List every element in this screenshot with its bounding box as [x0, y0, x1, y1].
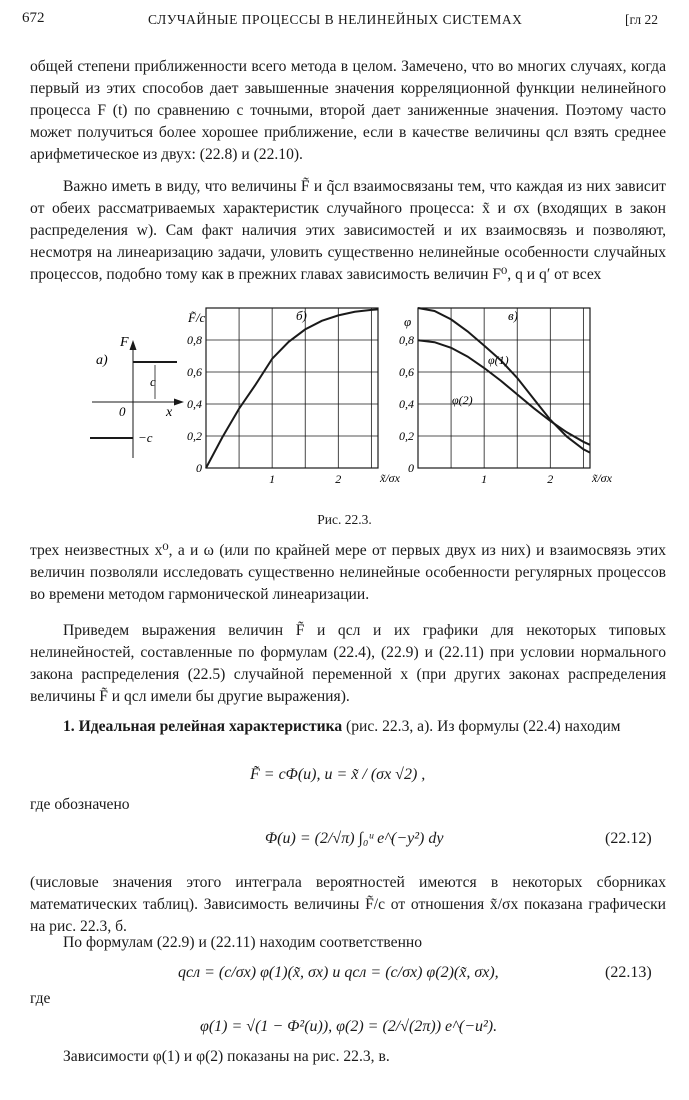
- figure-22-3: [0, 306, 689, 506]
- x-tick-label: 2: [547, 472, 554, 486]
- panel-a-y-label: F: [120, 335, 129, 350]
- y-tick-label: 0,6: [399, 365, 414, 379]
- formula-F-tilde: F̃ = cΦ(u), u = x̃ / (σx √2) ,: [250, 766, 426, 783]
- panel-label: в): [508, 308, 518, 323]
- series-label: φ(1): [488, 353, 509, 367]
- y-tick-label: 0,2: [399, 429, 414, 443]
- formula-phi: φ(1) = √(1 − Φ²(u)), φ(2) = (2/√(2π)) e^(−u²).: [200, 1018, 498, 1035]
- panel-c-chart: [399, 308, 613, 486]
- series-label: φ(2): [452, 393, 473, 407]
- formula-Phi: Φ(u) = (2/√π) ∫₀ᵘ e^(−y²) dy: [265, 830, 444, 847]
- paragraph-2: Важно иметь в виду, что величины F̃ и q̃сл взаимосвязаны тем, что каждая из них зависит от обеих рассматриваемых характеристик случайного процесса: x̃ и σx (входящих в закон распределения w). Сам факт наличия этих зависимостей и их взаимосвязь и позволяют, несмотря на линеаризацию задачи, уловить существенно нелинейные особенности случайных процессов, подобно тому как в прежних главах зависимость величин F⁰, q и q′ от всех: [30, 178, 666, 283]
- figure-caption: Рис. 22.3.: [317, 512, 372, 527]
- y-axis-label: φ: [404, 314, 412, 329]
- panel-a-x-arrow: [174, 399, 184, 406]
- paragraph-6: (числовые значения этого интеграла вероятностей имеются в некоторых сборниках математических таблиц). Зависимость величины F̃/c от отношения x̃/σx показана графически на рис. 22.3, б.: [30, 874, 666, 935]
- paragraph-8: Зависимости φ(1) и φ(2) показаны на рис. 22.3, в.: [63, 1048, 390, 1065]
- label-where: где: [30, 990, 51, 1007]
- series-line: [206, 309, 378, 468]
- panel-a-x-label: x: [166, 405, 173, 420]
- y-tick-label: 0,2: [187, 429, 202, 443]
- panel-a-y-arrow: [130, 340, 137, 350]
- panel-b-chart: [187, 308, 401, 486]
- y-tick-label: 0,8: [187, 333, 202, 347]
- y-tick-label: 0,8: [399, 333, 414, 347]
- paragraph-7: По формулам (22.9) и (22.11) находим соответственно: [63, 934, 423, 951]
- page-number: 672: [22, 10, 45, 26]
- panel-a-minus-c-label: −c: [138, 430, 153, 445]
- y-tick-label: 0,4: [187, 397, 202, 411]
- chart-frame: [418, 308, 590, 468]
- y-axis-label: F̃/c: [188, 310, 206, 325]
- paragraph-1: общей степени приближенности всего метода в целом. Замечено, что во многих случаях, когда первый из этих способов дает завышенные значения корреляционной функции нелинейного процесса F (t) по сравнению с точными, второй дает заниженные значения. Поэтому часто может получиться более хорошее приближение, если в качестве величины qсл взять среднее арифметическое из двух: (22.8) и (22.10).: [30, 58, 666, 163]
- x-axis-label: x̃/σx: [592, 471, 612, 485]
- chart-frame: [206, 308, 378, 468]
- panel-a-relay: [90, 335, 184, 458]
- equation-number-22-13: (22.13): [605, 964, 652, 981]
- x-tick-label: 1: [481, 472, 488, 486]
- x-tick-label: 2: [335, 472, 342, 486]
- y-tick-label: 0,6: [187, 365, 202, 379]
- y-tick-label: 0,4: [399, 397, 414, 411]
- panel-label: б): [296, 308, 307, 323]
- paragraph-3: трех неизвестных x⁰, a и ω (или по крайней мере от первых двух из них) и взаимосвязь этих величин позволяли исследовать существенно нелинейные особенности регулярных процессов во времени методом гармонической линеаризации.: [30, 542, 666, 603]
- section-heading: 1. Идеальная релейная характеристика: [63, 718, 343, 735]
- section-intro: (рис. 22.3, а). Из формулы (22.4) находим: [342, 718, 621, 735]
- y-tick-label: 0: [196, 461, 202, 475]
- x-axis-label: x̃/σx: [380, 471, 400, 485]
- panel-a-c-label: c: [150, 374, 156, 389]
- chapter-marker: [гл 22: [625, 12, 658, 27]
- equation-number-22-12: (22.12): [605, 830, 652, 847]
- paragraph-5: [30, 716, 666, 738]
- label-where-designated: где обозначено: [30, 796, 130, 813]
- y-tick-label: 0: [408, 461, 414, 475]
- panel-a-label: а): [96, 353, 108, 368]
- paragraph-4: Приведем выражения величин F̃ и qсл и их графики для некоторых типовых нелинейностей, составленные по формулам (22.4), (22.9) и (22.11) при условии нормального закона распределения (22.5) случайной переменной x (при других законах распределения величины F̃ и qсл имели бы другие выражения).: [30, 622, 666, 705]
- running-title: СЛУЧАЙНЫЕ ПРОЦЕССЫ В НЕЛИНЕЙНЫХ СИСТЕМАХ: [148, 12, 523, 27]
- panel-a-origin: 0: [119, 404, 126, 419]
- x-tick-label: 1: [269, 472, 276, 486]
- formula-q-sl: qсл = (c/σx) φ(1)(x̃, σx) и qсл = (c/σx) φ(2)(x̃, σx),: [178, 964, 499, 981]
